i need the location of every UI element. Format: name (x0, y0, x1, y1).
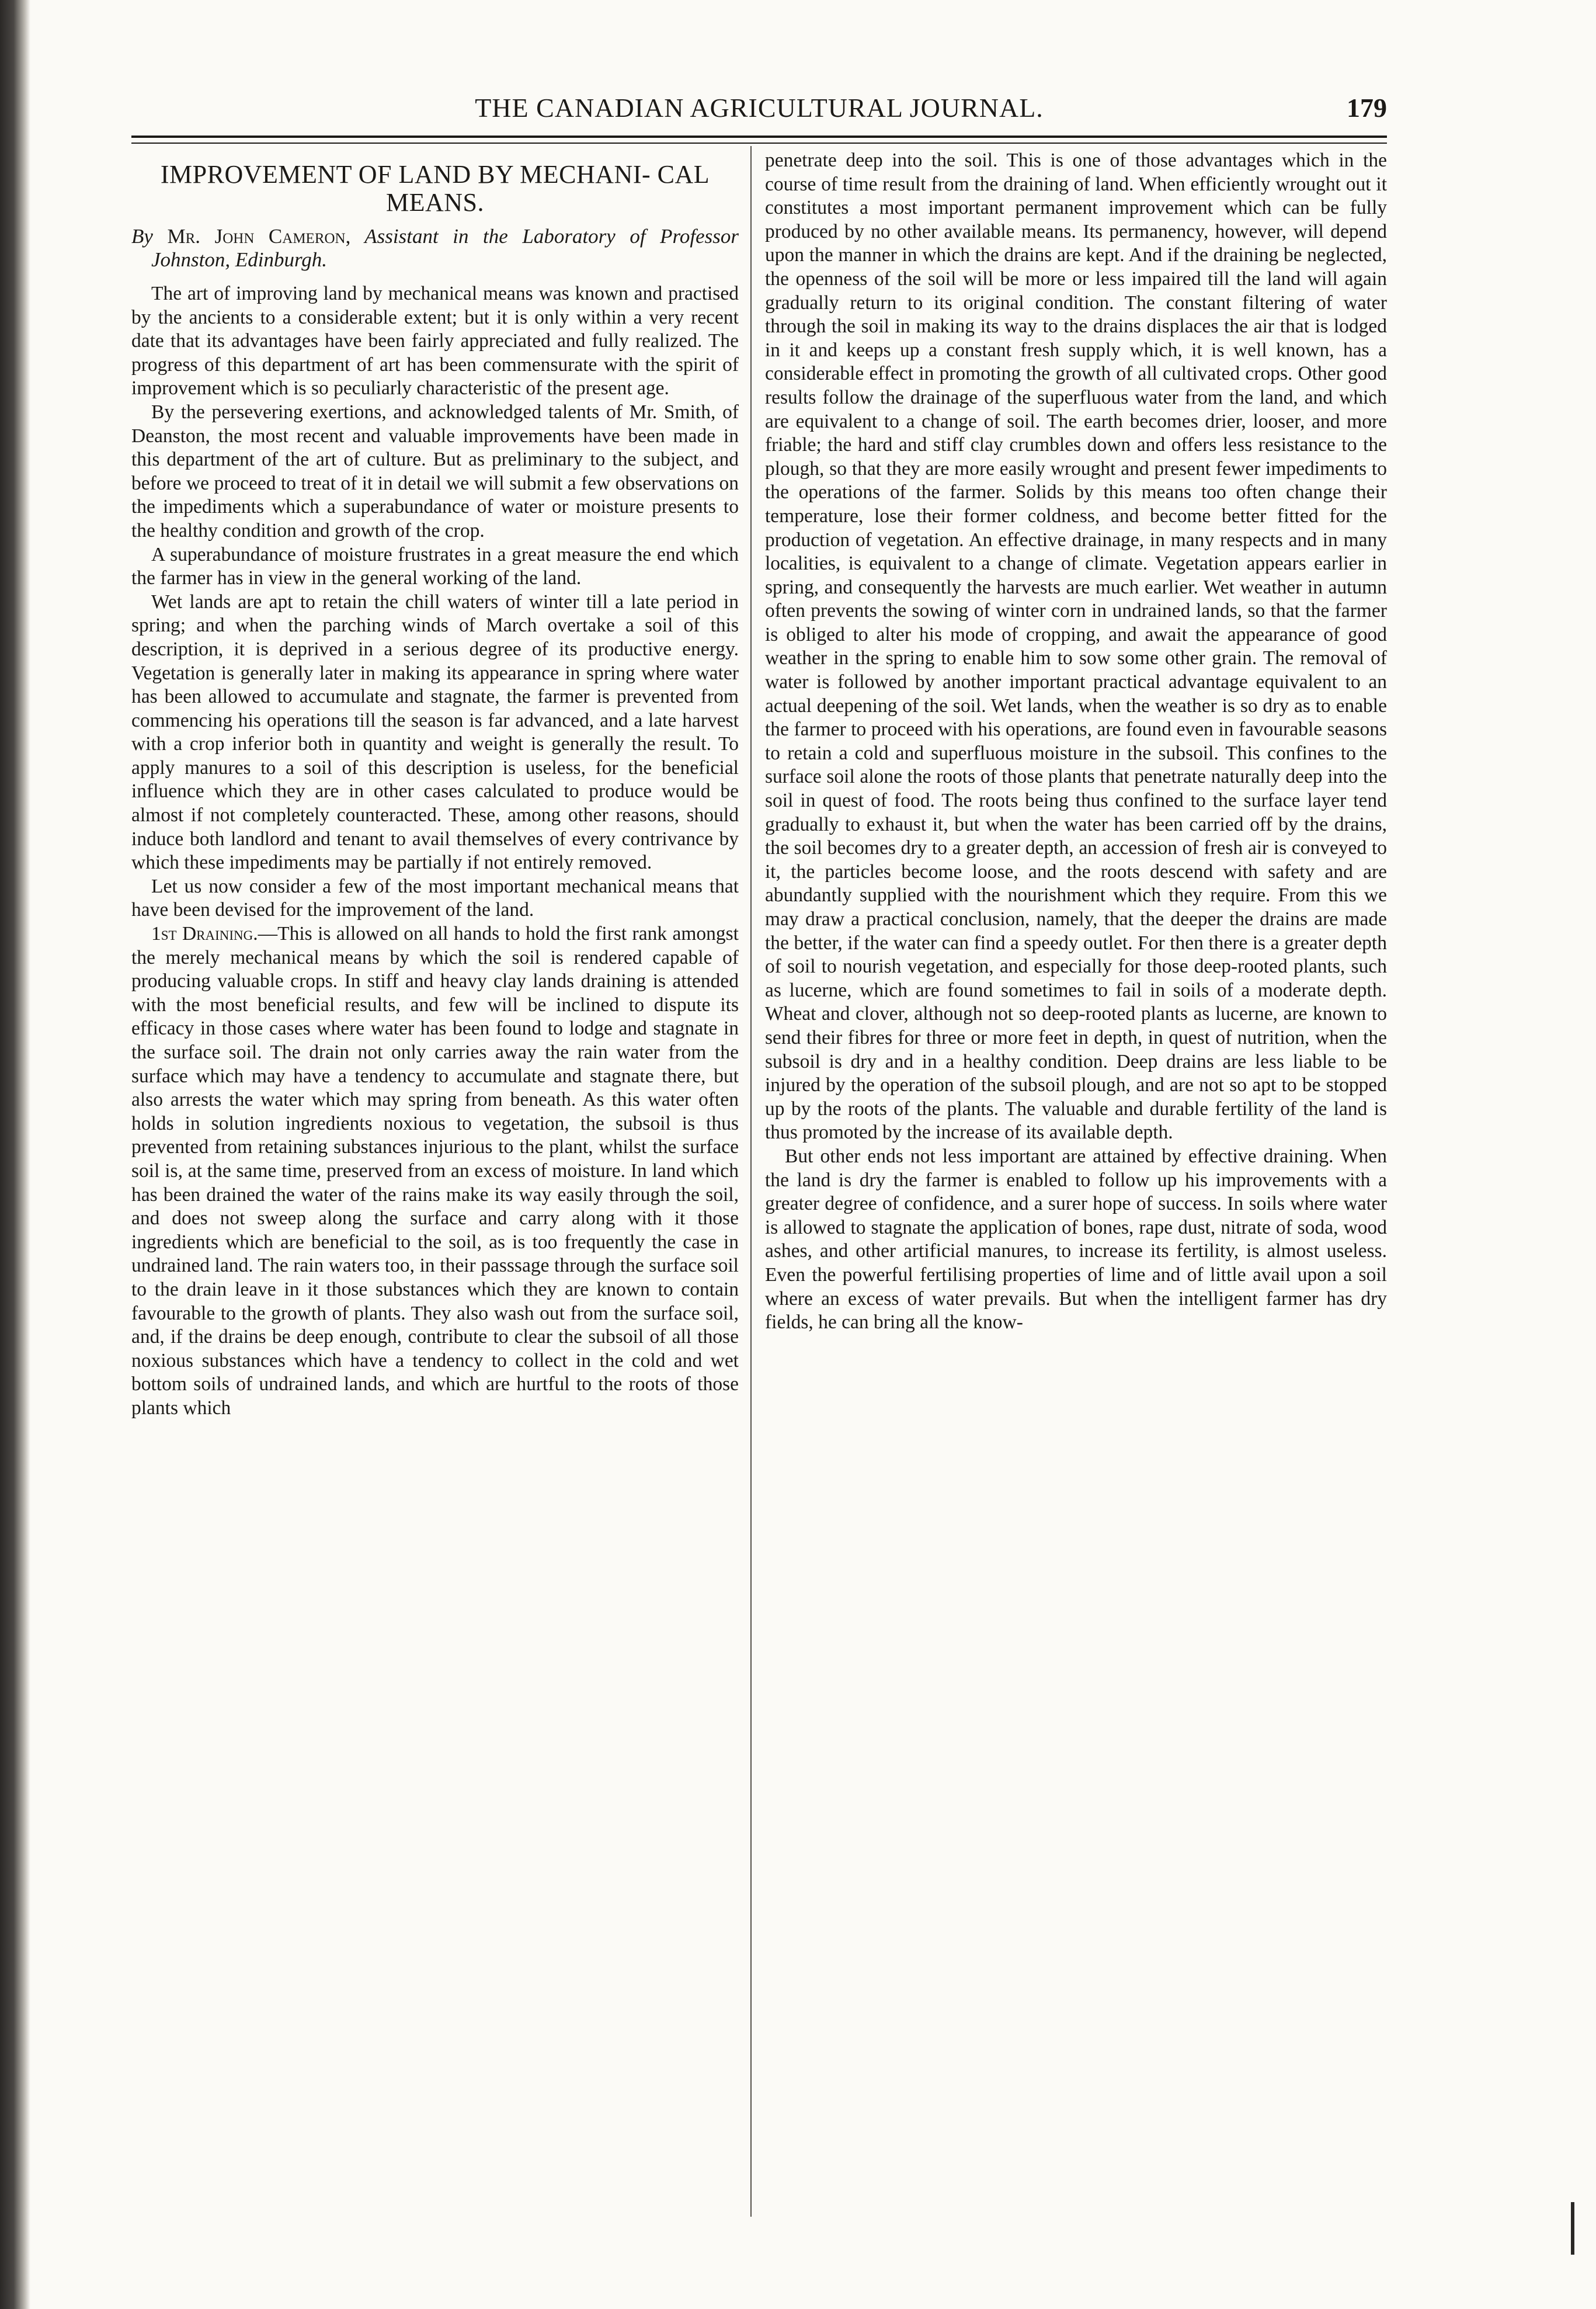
paragraph: A superabundance of moisture frustrates in a great measure the end which the farmer has in view in the general working of the land. (131, 543, 739, 589)
paragraph: Wet lands are apt to retain the chill waters of winter till a late period in spring; and when the parching winds of March overtake a soil of this description, it is deprived in a serious degree of its productive energy. Vegetation is generally later in making its appearance in spring where water has been allowed to accumulate and stagnate, the farmer is prevented from commencing his operations till the season is far advanced, and a late harvest with a crop inferior both in quantity and weight is generally the result. To apply manures to a soil of this description is useless, for the beneficial influence which they are in other cases calculated to produce would be almost if not completely counteracted. These, among other reasons, should induce both landlord and tenant to avail themselves of every contrivance by which these impediments may be partially if not entirely removed. (131, 591, 739, 874)
byline (131, 225, 739, 272)
byline-prefix: By (131, 225, 168, 248)
column-divider (750, 146, 752, 2217)
header-rule (131, 136, 1387, 144)
paragraph: By the persevering exertions, and acknowledged talents of Mr. Smith, of Deanston, the most recent and valuable improvements have been made in this department of the art of culture. But as preliminary to the subject, and before we proceed to treat of it in detail we will submit a few observations on the impediments which a superabundance of water or moisture presents to the healthy condition and growth of the crop. (131, 401, 739, 541)
paragraph: Let us now consider a few of the most important mechanical means that have been devised for the improvement of the land. (131, 875, 739, 921)
binding-edge (0, 0, 30, 2309)
right-column (765, 149, 1387, 1335)
byline-affiliation: Assistant in the Laboratory of Professor Johnston, Edinburgh. (151, 225, 739, 271)
byline-author: Mr. John Cameron, (167, 225, 351, 248)
paragraph: The art of improving land by mechanical means was known and practised by the ancients to a considerable extent; but it is only within a very recent date that its advantages have been fairly appreciated and fully realized. The progress of this department of art has been commensurate with the spirit of improvement which is so peculiarly characteristic of the present age. (131, 283, 739, 400)
draining-text: —This is allowed on all hands to hold the first rank amongst the merely mechanical means by which the soil is rendered capable of producing valuable crops. In stiff and heavy clay lands draining is attended with the most beneficial results, and few will be inclined to dispute its efficacy in those cases where water has been found to lodge and stagnate in the surface soil. The drain not only carries away the rain water from the surface which may have a tendency to accumulate and stagnate there, but also arrests the water which may spring from beneath. As this water often holds in solution ingredients noxious to vegetation, the subsoil is thus prevented from retaining substances injurious to the plant, whilst the surface soil is, at the same time, preserved from an excess of moisture. In land which has been drained the water of the rains make its way easily through the soil, and does not sweep along the surface and carry along with it those ingredients which are beneficial to the soil, as is too frequently the case in undrained land. The rain waters too, in their passsage through the surface soil to the drain leave in it those substances which they are known to contain favourable to the growth of plants. They also wash out from the surface soil, and, if the drains be deep enough, contribute to clear the subsoil of all those noxious substances which have a tendency to collect in the cold and wet bottom soils of undrained lands, and which are hurtful to the roots of those plants which (131, 923, 739, 1419)
page-header (131, 88, 1387, 134)
page-number: 179 (1347, 93, 1387, 123)
section-heading-draining: 1st Draining. (151, 923, 258, 945)
paragraph-continued: penetrate deep into the soil. This is one of those advantages which in the course of time result from the draining of land. When efficiently wrought out it constitutes a most important permanent improvement which can be fully produced by no other available means. Its permanency, however, will depend upon the manner in which the drains are kept. And if the draining be neglected, the openness of the soil will be more or less impaired till the land will again gradually return to its original condition. The constant filtering of water through the soil in making its way to the drains displaces the air that is lodged in it and keeps up a constant fresh supply which, it is well known, has a considerable effect in promoting the growth of all cultivated crops. Other good results follow the drainage of the superfluous water from the land, and which are equivalent to a change of soil. The earth becomes drier, looser, and more friable; the hard and stiff clay crumbles down and offers less resistance to the plough, so that they are more easily wrought and present fewer impediments to the operations of the farmer. Solids by this means too often change their temperature, lose their former coldness, and become better fitted for the production of vegetation. An effective drainage, in many respects and in many localities, is equivalent to a change of climate. Vegetation appears earlier in spring, and consequently the harvests are much earlier. Wet weather in autumn often prevents the sowing of winter corn in undrained lands, so that the farmer is obliged to alter his mode of cropping, and await the appearance of good weather in the spring to enable him to sow some other grain. The removal of water is followed by another important practical advantage equivalent to an actual deepening of the soil. Wet lands, when the weather is so dry as to enable the farmer to proceed with his operations, are found even in favourable seasons to retain a cold and superfluous moisture in the subsoil. This confines to the surface soil alone the roots of those plants that penetrate naturally deep into the soil in quest of food. The roots being thus confined to the surface layer tend gradually to exhaust it, but when the water has been carried off by the drains, the soil becomes dry to a greater depth, an accession of fresh air is conveyed to it, the particles become loose, and the roots descend with safety and are abundantly supplied with the nourishment which they require. From this we may draw a practical conclusion, namely, that the deeper the drains are made the better, if the water can find a speedy outlet. For then there is a greater depth of soil to nourish vegetation, and especially for those deep-rooted plants, such as lucerne, which are found sometimes to fail in soils of a moderate depth. Wheat and clover, although not so deep-rooted plants as lucerne, are known to send their fibres for three or more feet in depth, in quest of nutrition, when the subsoil is dry and in a healthy condition. Deep drains are less liable to be injured by the operation of the subsoil plough, and are not so apt to be stopped up by the roots of the plants. The valuable and durable fertility of the land is thus promoted by the increase of its available depth. (765, 150, 1387, 1144)
left-column (131, 149, 739, 1421)
paragraph-draining (131, 922, 739, 1420)
margin-mark (1571, 2202, 1574, 2255)
paragraph: But other ends not less important are attained by effective draining. When the land is dry the farmer is enabled to follow up his improvements with a greater degree of confidence, and a surer hope of success. In soils where water is allowed to stagnate the application of bones, rape dust, nitrate of soda, wood ashes, and other artificial manures, to increase its fertility, is almost useless. Even the powerful fertilising properties of lime and of little avail upon a soil where an excess of water prevails. But when the intelligent farmer has dry fields, he can bring all the know- (765, 1145, 1387, 1334)
article-title: IMPROVEMENT OF LAND BY MECHANI- CAL MEANS. (160, 160, 710, 217)
running-title: THE CANADIAN AGRICULTURAL JOURNAL. (475, 93, 1044, 123)
